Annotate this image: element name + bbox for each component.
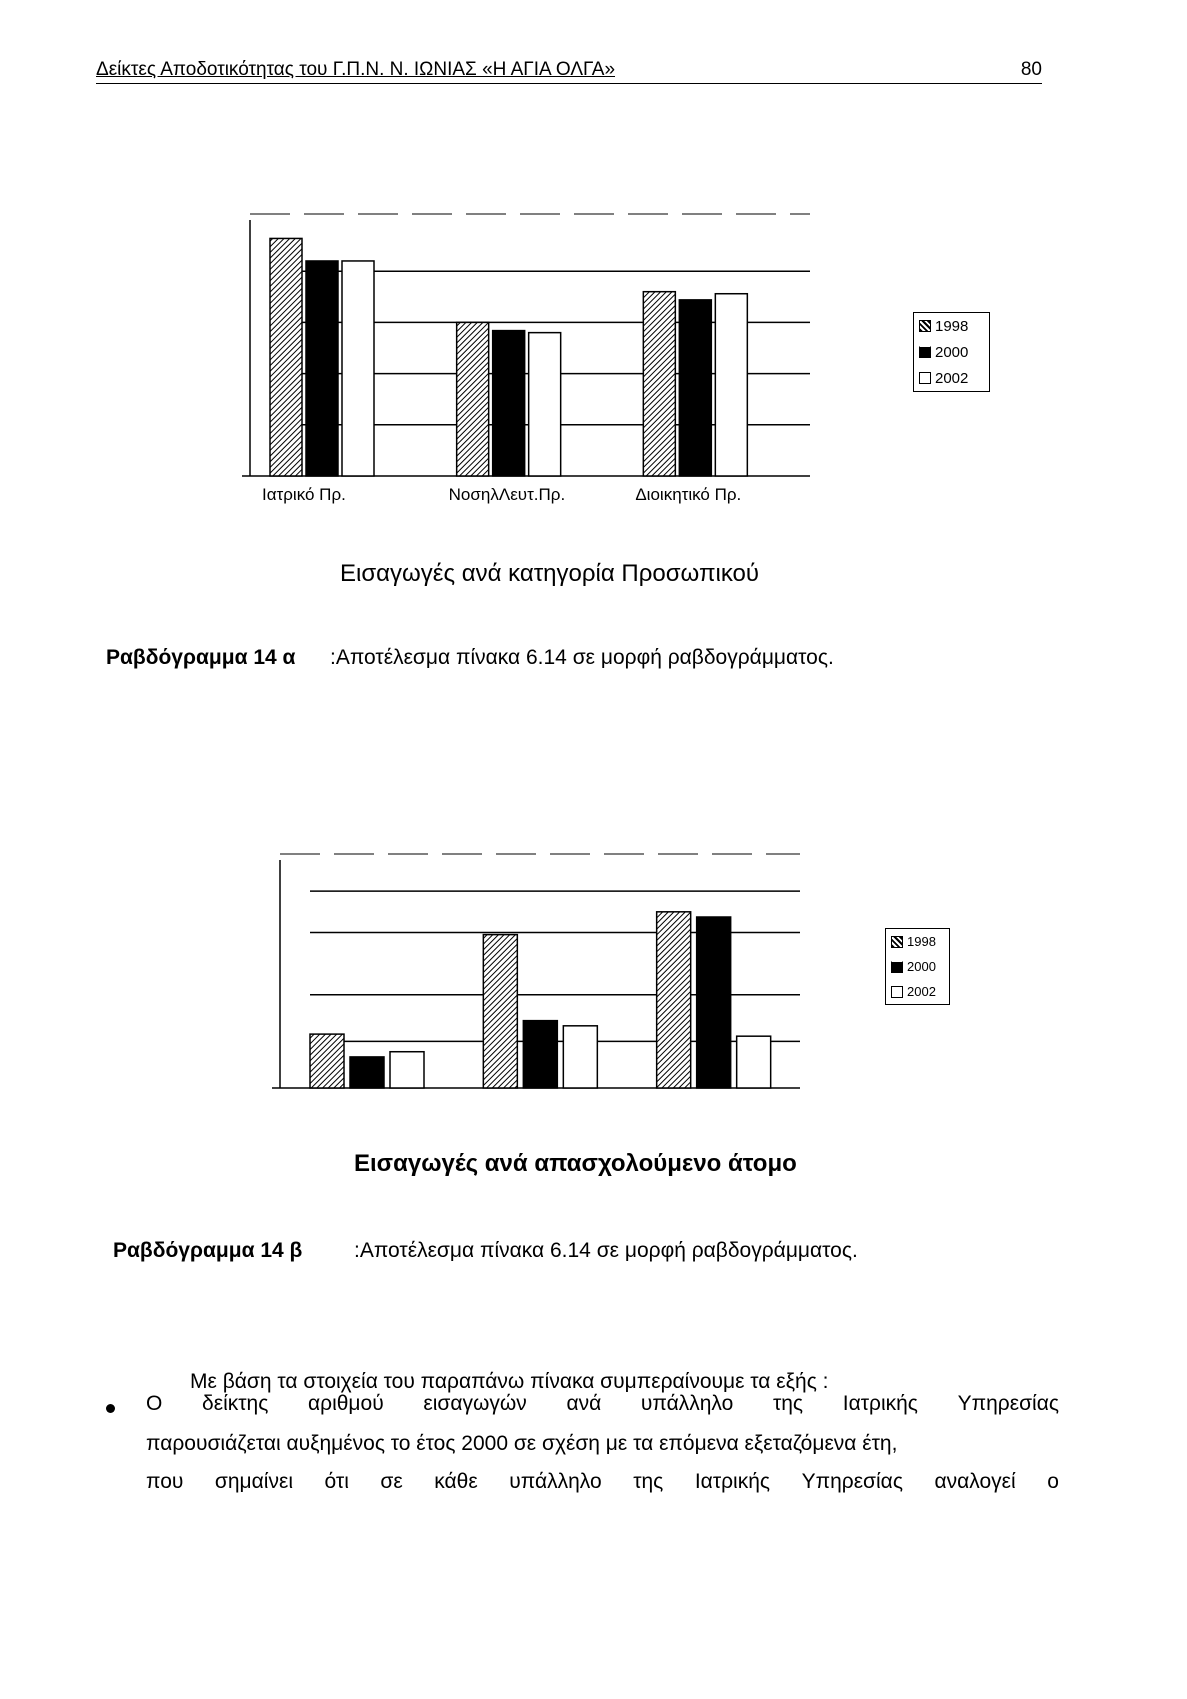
bar-2000-cat-3 [679,300,711,476]
legend-label: 2002 [907,984,936,999]
word: υπάλληλο [640,1392,734,1415]
word: Ιατρικής [694,1470,771,1493]
legend-swatch-1998 [919,320,931,332]
word: Ιατρικής [842,1392,918,1415]
bullet-line-1 [146,1392,1059,1416]
word: εισαγωγών [423,1392,527,1415]
chart-2-legend [885,928,950,1005]
bullet-line-3 [146,1470,1059,1494]
bullet-marker [106,1404,115,1413]
legend-item-2002 [914,365,989,391]
bar-2000-cat-2 [523,1021,557,1088]
chart-1-plot [220,200,860,504]
legend-swatch-2000 [919,346,931,358]
chart-2-plot [270,840,860,1110]
word: Υπηρεσίας [801,1470,903,1493]
legend-item-2000 [886,954,949,979]
caption-text: :Αποτέλεσμα πίνακα 6.14 σε μορφή ραβδογράμματος. [354,1239,858,1262]
legend-item-1998 [886,929,949,954]
bar-2002-cat-3 [715,294,747,476]
word: της [633,1470,664,1493]
word: υπάλληλο [509,1470,602,1493]
bar-2002-cat-3 [737,1036,771,1088]
word: της [772,1392,804,1415]
bar-2000-cat-3 [697,917,731,1088]
caption-chart-2 [113,1239,858,1263]
word: αριθμού [308,1392,384,1415]
bar-2002-cat-1 [390,1052,424,1088]
caption-label: Ραβδόγραμμα 14 α [106,646,296,669]
word: Ο [146,1392,163,1415]
legend-label: 2000 [907,959,936,974]
caption-label: Ραβδόγραμμα 14 β [113,1239,303,1262]
bar-1998-cat-3 [657,912,691,1088]
x-tick-label: ΝοσηλΛευτ.Πρ. [448,485,566,504]
bar-2000-cat-1 [350,1057,384,1088]
bar-2002-cat-1 [342,261,374,476]
word: κάθε [434,1470,478,1493]
legend-label: 1998 [907,934,936,949]
bar-2002-cat-2 [563,1026,597,1088]
bar-2002-cat-2 [529,333,561,476]
legend-swatch-1998 [891,936,903,948]
x-tick-label: Διοικητικό Πρ. [635,485,742,504]
bar-1998-cat-1 [310,1034,344,1088]
word: ότι [324,1470,349,1493]
legend-item-2002 [886,979,949,1004]
page-number: 80 [1020,59,1042,80]
word: Υπηρεσίας [957,1392,1059,1415]
legend-swatch-2002 [891,986,903,998]
bar-2000-cat-2 [493,331,525,476]
intro-paragraph: Με βάση τα στοιχεία του παραπάνω πίνακα συμπεραίνουμε τα εξής : [190,1370,829,1393]
caption-chart-1 [106,646,834,670]
bar-1998-cat-3 [643,292,675,476]
chart-1-title: Εισαγωγές ανά κατηγορία Προσωπικού [340,560,760,587]
bar-1998-cat-2 [483,935,517,1088]
legend-item-2000 [914,339,989,365]
word: σημαίνει [214,1470,293,1493]
word: ανά [566,1392,602,1415]
word: ο [1047,1470,1059,1493]
legend-label: 2002 [935,369,969,387]
chart-admissions-per-employee [270,840,860,1110]
bar-1998-cat-1 [270,238,302,476]
header-title: Δείκτες Αποδοτικότητας του Γ.Π.Ν. Ν. ΙΩΝΙΑΣ «Η ΑΓΙΑ ΟΛΓΑ» [96,59,616,80]
bar-2000-cat-1 [306,261,338,476]
word: που [146,1470,184,1493]
x-tick-label: Ιατρικό Πρ. [262,485,346,504]
legend-swatch-2002 [919,372,931,384]
chart-1-legend [913,312,990,392]
page-header [96,55,1042,84]
legend-swatch-2000 [891,961,903,973]
caption-text: :Αποτέλεσμα πίνακα 6.14 σε μορφή ραβδογράμματος. [330,646,834,669]
bar-1998-cat-2 [457,322,489,476]
word: δείκτης [202,1392,269,1415]
bullet-line-2: παρουσιάζεται αυξημένος το έτος 2000 σε σχέση με τα επόμενα εξεταζόμενα έτη, [146,1432,898,1455]
chart-admissions-by-staff-category [220,200,860,504]
legend-label: 1998 [935,317,969,335]
chart-2-title: Εισαγωγές ανά απασχολούμενο άτομο [354,1150,797,1177]
word: αναλογεί [934,1470,1016,1493]
legend-label: 2000 [935,343,969,361]
word: σε [380,1470,403,1493]
legend-item-1998 [914,313,989,339]
